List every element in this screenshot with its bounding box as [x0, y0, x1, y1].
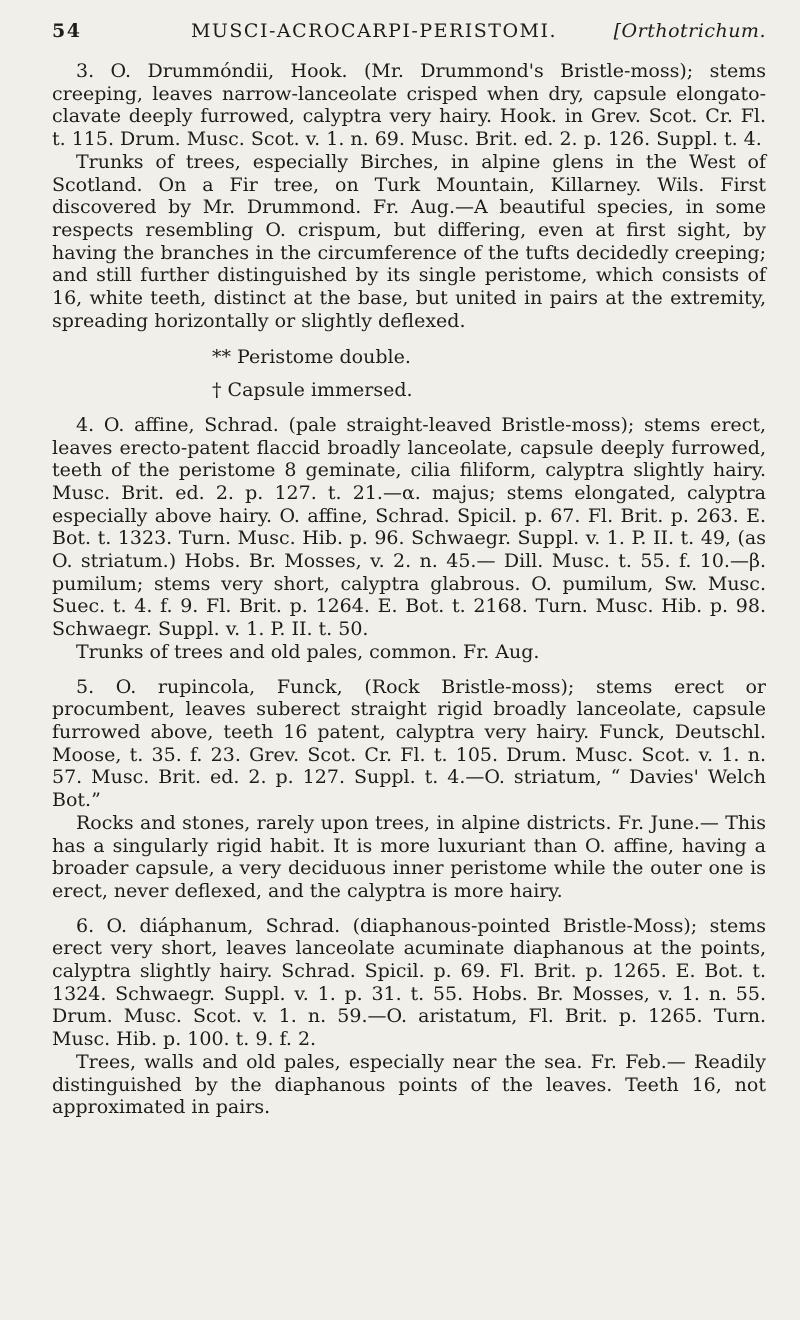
habitat-diaphanum: Trees, walls and old pales, especially near the sea. Fr. Feb.— Readily distinguished by the diaphanous points of the leaves. Teeth 16, not approximated in pairs.	[52, 1050, 766, 1119]
genus-title: [Orthotrichum.	[613, 20, 766, 42]
running-header	[52, 20, 766, 42]
species-entry-drummondii: 3. O. Drummóndii, Hook. (Mr. Drummond's Bristle-moss); stems creeping, leaves narrow-lanceolate crisped when dry, capsule elongato-clavate deeply furrowed, calyptra very hairy. Hook. in Grev. Scot. Cr. Fl. t. 115. Drum. Musc. Scot. v. 1. n. 69. Musc. Brit. ed. 2. p. 126. Suppl. t. 4.	[52, 60, 766, 151]
habitat-drummondii: Trunks of trees, especially Birches, in alpine glens in the West of Scotland. On a Fir tree, on Turk Mountain, Killarney. Wils. First discovered by Mr. Drummond. Fr. Aug.—A beautiful species, in some respects resembling O. crispum, but differing, even at first sight, by having the branches in the circumference of the tufts decidedly creeping; and still further distinguished by its single peristome, which consists of 16, white teeth, distinct at the base, but united in pairs at the extremity, spreading horizontally or slightly deflexed.	[52, 150, 766, 332]
subsection-peristome-double: ** Peristome double.	[212, 346, 411, 369]
species-entry-diaphanum: 6. O. diáphanum, Schrad. (diaphanous-pointed Bristle-Moss); stems erect very short, leaves lanceolate acuminate diaphanous at the points, calyptra slightly hairy. Schrad. Spicil. p. 69. Fl. Brit. p. 1265. E. Bot. t. 1324. Schwaegr. Suppl. v. 1. p. 31. t. 55. Hobs. Br. Mosses, v. 1. n. 55. Drum. Musc. Scot. v. 1. n. 59.—O. aristatum, Fl. Brit. p. 1265. Turn. Musc. Hib. p. 100. t. 9. f. 2.	[52, 914, 766, 1051]
subsection-capsule-immersed: † Capsule immersed.	[212, 379, 413, 402]
page-number: 54	[52, 20, 82, 42]
habitat-affine: Trunks of trees and old pales, common. Fr. Aug.	[76, 640, 540, 663]
species-entry-rupincola: 5. O. rupincola, Funck, (Rock Bristle-moss); stems erect or procumbent, leaves suberect straight rigid broadly lanceolate, capsule furrowed above, teeth 16 patent, calyptra very hairy. Funck, Deutschl. Moose, t. 35. f. 23. Grev. Scot. Cr. Fl. t. 105. Drum. Musc. Scot. v. 1. n. 57. Musc. Brit. ed. 2. p. 127. Suppl. t. 4.—O. striatum, “ Davies' Welch Bot.”	[52, 675, 766, 812]
habitat-rupincola: Rocks and stones, rarely upon trees, in alpine districts. Fr. June.— This has a singularly rigid habit. It is more luxuriant than O. affine, having a broader capsule, a very deciduous inner peristome while the outer one is erect, never deflexed, and the calyptra is more hairy.	[52, 811, 766, 902]
section-title: MUSCI-ACROCARPI-PERISTOMI.	[190, 20, 558, 42]
species-entry-affine: 4. O. affine, Schrad. (pale straight-leaved Bristle-moss); stems erect, leaves erecto-patent flaccid broadly lanceolate, capsule deeply furrowed, teeth of the peristome 8 geminate, cilia filiform, calyptra slightly hairy. Musc. Brit. ed. 2. p. 127. t. 21.—α. majus; stems elongated, calyptra especially above hairy. O. affine, Schrad. Spicil. p. 67. Fl. Brit. p. 263. E. Bot. t. 1323. Turn. Musc. Hib. p. 96. Schwaegr. Suppl. v. 1. P. II. t. 49, (as O. striatum.) Hobs. Br. Mosses, v. 2. n. 45.— Dill. Musc. t. 55. f. 10.—β. pumilum; stems very short, calyptra glabrous. O. pumilum, Sw. Musc. Suec. t. 4. f. 9. Fl. Brit. p. 1264. E. Bot. t. 2168. Turn. Musc. Hib. p. 98. Schwaegr. Suppl. v. 1. P. II. t. 50.	[52, 413, 766, 641]
